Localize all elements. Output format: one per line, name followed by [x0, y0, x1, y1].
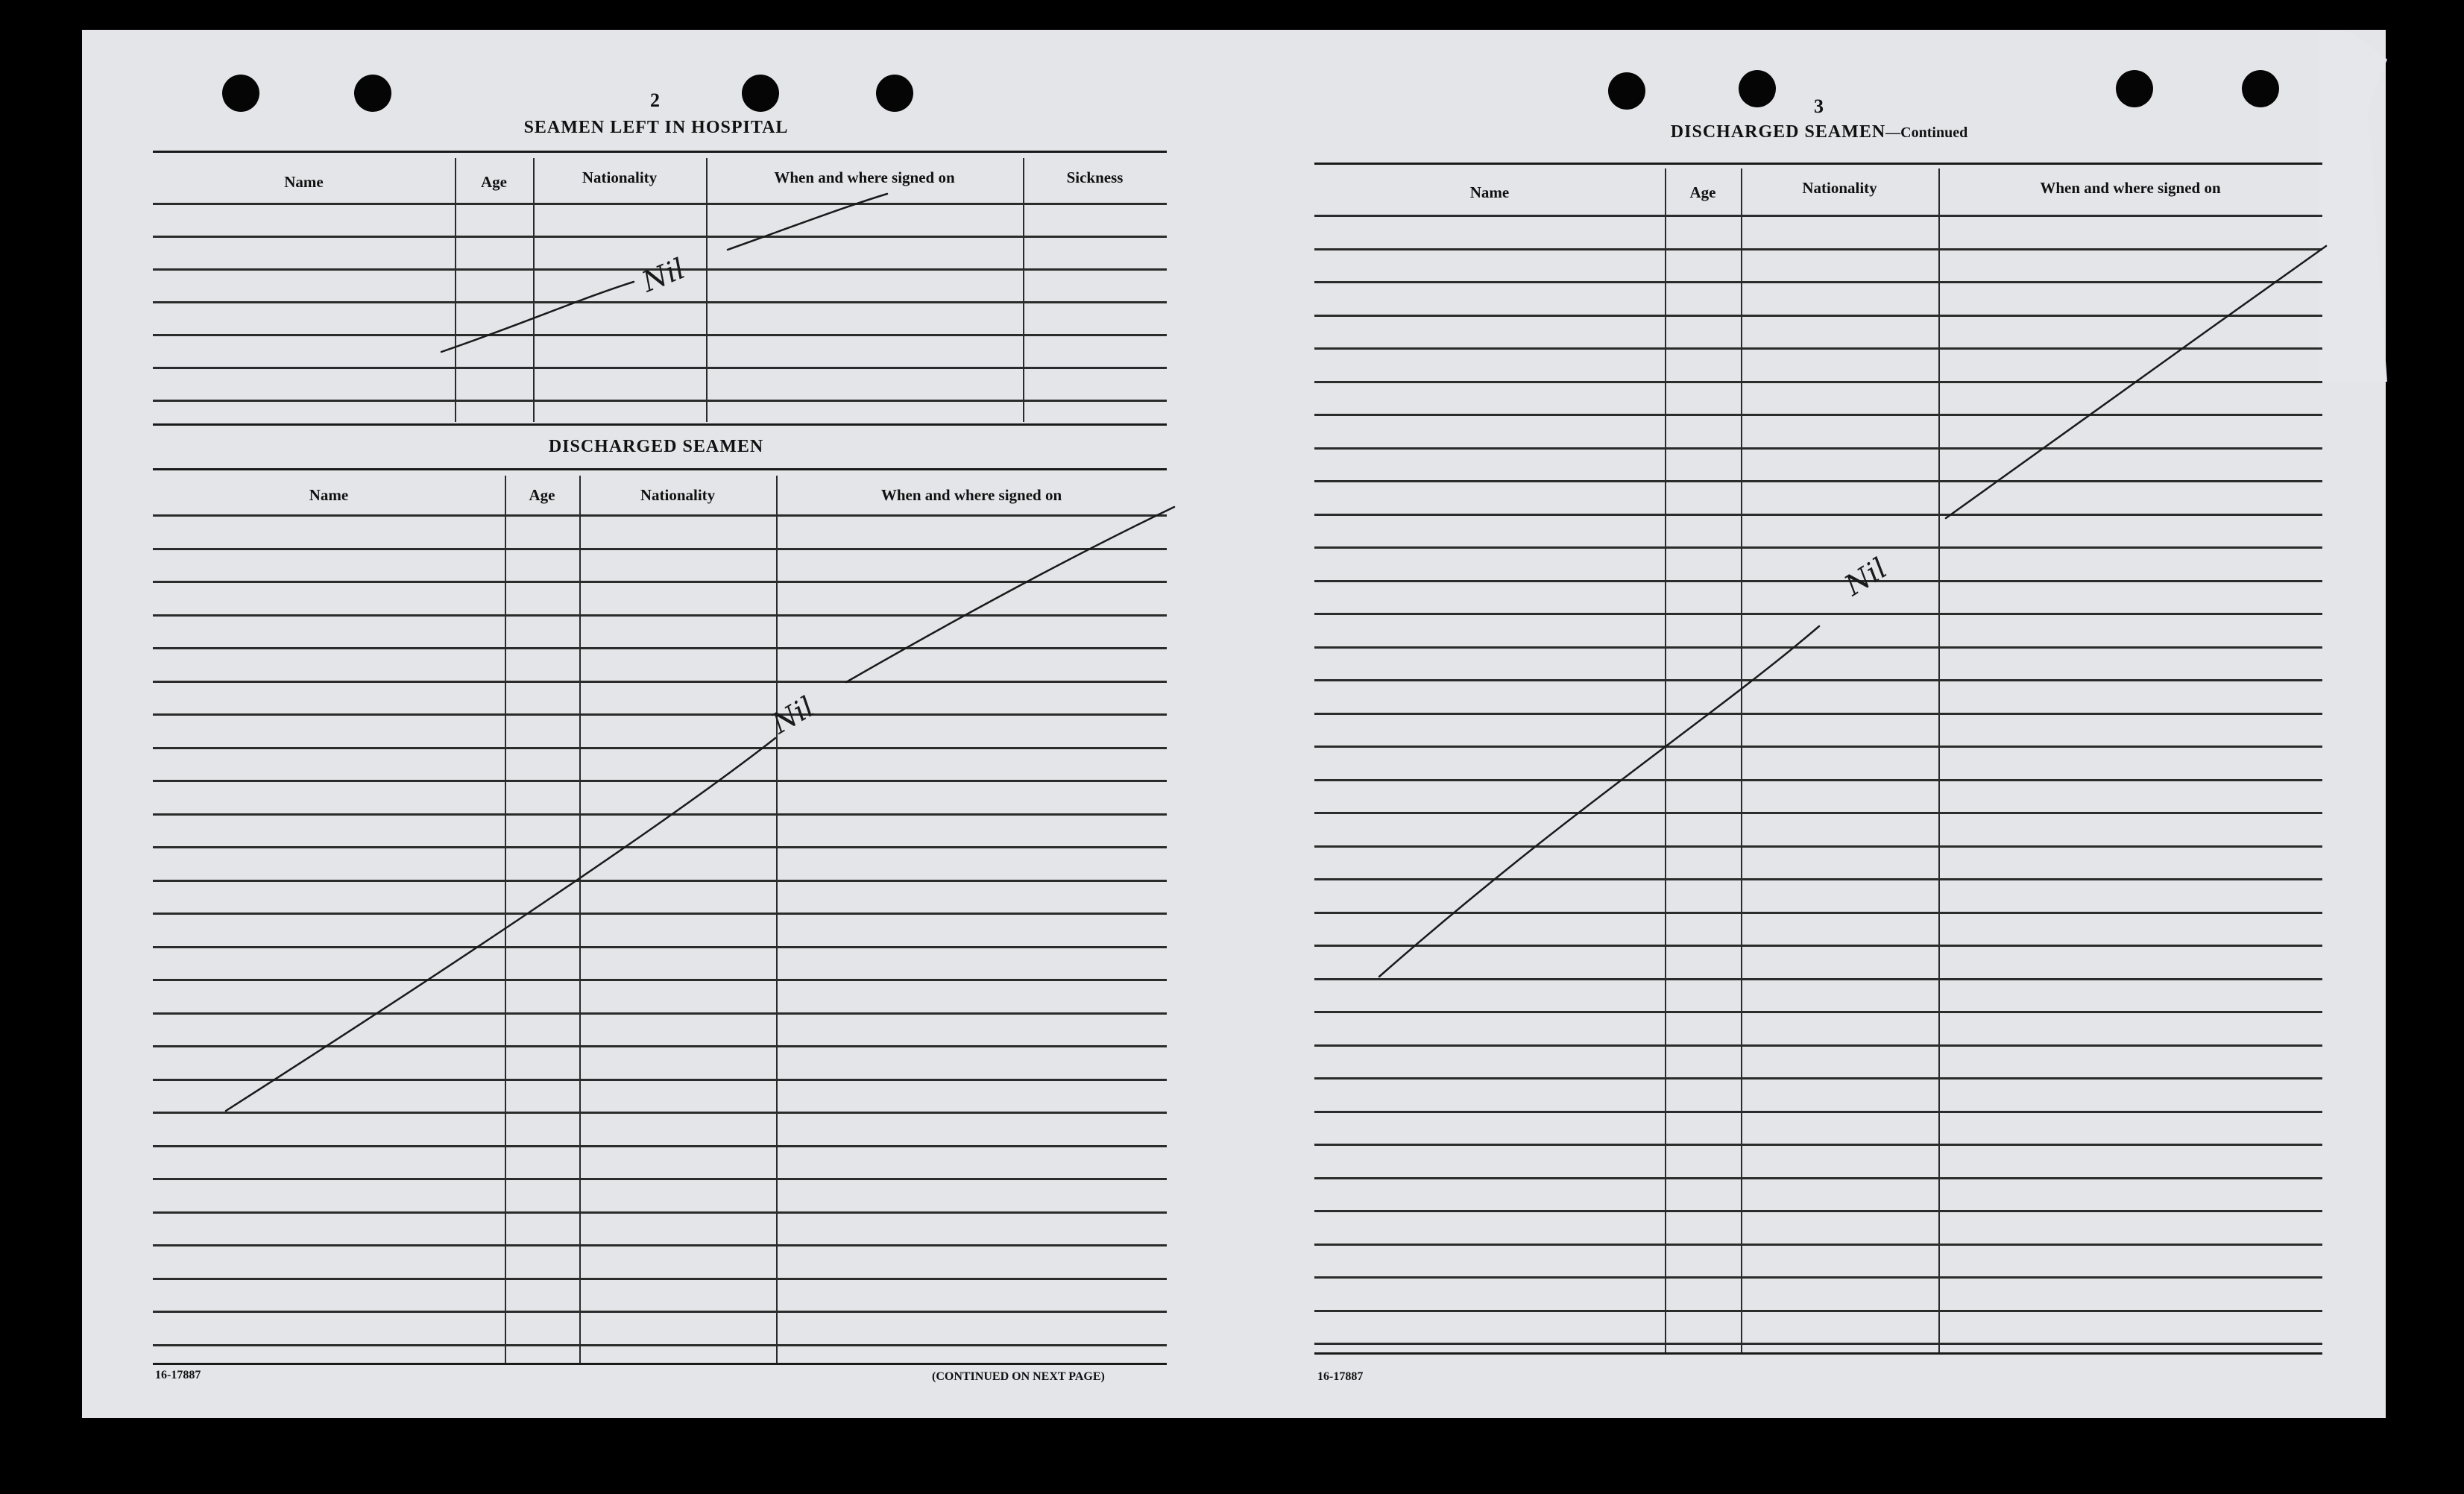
handwritten-nil: Nil — [1838, 551, 1893, 602]
page-number: 2 — [650, 89, 660, 111]
handwritten-nil: Nil — [766, 690, 820, 740]
discharged-title: DISCHARGED SEAMEN — [548, 437, 764, 456]
page-number: 3 — [1814, 95, 1824, 117]
strike-line — [1946, 246, 2326, 518]
column-header-sickness: Sickness — [1066, 168, 1124, 186]
column-header-signed-on: When and where signed on — [880, 486, 1062, 504]
column-header-nationality: Nationality — [582, 168, 658, 186]
column-header-nationality: Nationality — [640, 486, 716, 504]
column-header-signed-on: When and where signed on — [774, 168, 955, 186]
continued-note: (CONTINUED ON NEXT PAGE) — [932, 1370, 1105, 1383]
title-main: DISCHARGED SEAMEN — [1670, 122, 1886, 142]
column-header-signed-on: When and where signed on — [2040, 179, 2221, 197]
strike-line — [846, 507, 1174, 682]
column-header-name: Name — [1469, 183, 1510, 201]
column-header-age: Age — [481, 173, 507, 191]
strike-line — [728, 194, 887, 250]
handwritten-nil: Nil — [637, 251, 690, 299]
column-header-name: Name — [309, 486, 349, 504]
column-header-name: Name — [284, 173, 324, 191]
column-header-age: Age — [529, 486, 555, 504]
column-header-nationality: Nationality — [1802, 179, 1877, 197]
strike-line — [1379, 626, 1819, 977]
strike-line — [441, 282, 634, 352]
strike-line — [226, 738, 775, 1111]
hospital-title: SEAMEN LEFT IN HOSPITAL — [523, 118, 789, 137]
title-suffix: —Continued — [1885, 125, 1968, 141]
form-number: 16-17887 — [1317, 1370, 1364, 1383]
form-number: 16-17887 — [155, 1369, 201, 1381]
column-header-age: Age — [1689, 183, 1716, 201]
